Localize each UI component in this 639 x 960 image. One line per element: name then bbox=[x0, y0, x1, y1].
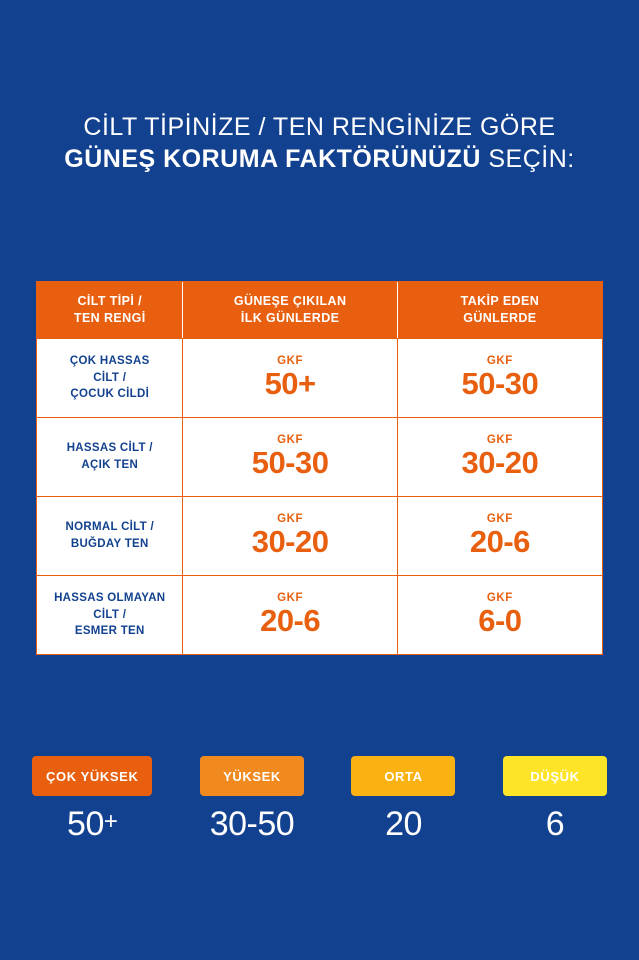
heading-line-2-rest: SEÇİN: bbox=[480, 145, 575, 174]
gkf-label: GKF bbox=[486, 592, 513, 605]
table-cell-skin-type bbox=[37, 339, 183, 417]
table-header-skin-type bbox=[37, 282, 183, 338]
table-cell-skin-type bbox=[37, 576, 183, 654]
protection-level-legend bbox=[32, 756, 607, 841]
gkf-label: GKF bbox=[486, 355, 513, 368]
table-cell-following-days bbox=[398, 418, 602, 496]
legend-chip-very-high: ÇOK YÜKSEK bbox=[32, 756, 152, 796]
table-cell-first-days bbox=[183, 497, 397, 575]
legend-value-high bbox=[210, 807, 294, 841]
table-row bbox=[37, 417, 602, 496]
gkf-value: 30-20 bbox=[251, 524, 329, 560]
legend-value-low bbox=[546, 807, 564, 841]
table-header-first-days bbox=[183, 282, 397, 338]
legend-chip-low: DÜŞÜK bbox=[503, 756, 607, 796]
legend-item-high bbox=[200, 756, 304, 841]
skin-type-line: AÇIK TEN bbox=[81, 459, 139, 471]
gkf-label: GKF bbox=[277, 592, 304, 605]
gkf-label: GKF bbox=[277, 434, 304, 447]
gkf-value: 50-30 bbox=[461, 366, 539, 402]
legend-value-number: 20 bbox=[385, 805, 422, 843]
legend-value-medium bbox=[385, 807, 422, 841]
legend-value-number: 6 bbox=[545, 805, 565, 843]
legend-value-number: 30-50 bbox=[209, 805, 295, 843]
gkf-label: GKF bbox=[277, 355, 304, 368]
skin-type-line: NORMAL CİLT / bbox=[65, 521, 154, 534]
page-heading bbox=[0, 0, 639, 177]
legend-chip-medium: ORTA bbox=[351, 756, 455, 796]
spf-table bbox=[36, 281, 603, 655]
legend-item-very-high bbox=[32, 756, 152, 841]
skin-type-line: ÇOCUK CİLDİ bbox=[70, 388, 150, 401]
legend-item-low bbox=[503, 756, 607, 841]
table-cell-following-days bbox=[398, 339, 602, 417]
gkf-value: 50-30 bbox=[251, 445, 329, 481]
gkf-label: GKF bbox=[486, 434, 513, 447]
skin-type-line: HASSAS CİLT / bbox=[66, 442, 153, 455]
skin-type-line: BUĞDAY TEN bbox=[70, 538, 149, 550]
table-header-skin-type-line2: TEN RENGİ bbox=[73, 311, 146, 325]
legend-value-number: 50 bbox=[67, 805, 104, 843]
table-row bbox=[37, 496, 602, 575]
skin-type-line: ÇOK HASSAS bbox=[69, 354, 150, 367]
heading-line-1: CİLT TİPİNİZE / TEN RENGİNİZE GÖRE bbox=[83, 113, 556, 141]
gkf-label: GKF bbox=[486, 513, 513, 526]
table-cell-first-days bbox=[183, 576, 397, 654]
table-cell-skin-type bbox=[37, 418, 183, 496]
heading-line-2-bold: GÜNEŞ KORUMA FAKTÖRÜNÜZÜ bbox=[64, 145, 481, 174]
gkf-label: GKF bbox=[277, 513, 304, 526]
gkf-value: 30-20 bbox=[461, 445, 539, 481]
table-row bbox=[37, 575, 602, 654]
table-header-first-days-line2: İLK GÜNLERDE bbox=[240, 311, 340, 325]
table-cell-skin-type bbox=[37, 497, 183, 575]
table-cell-first-days bbox=[183, 418, 397, 496]
legend-value-very-high bbox=[67, 807, 117, 841]
skin-type-line: HASSAS OLMAYAN bbox=[54, 591, 166, 604]
gkf-value: 20-6 bbox=[469, 524, 530, 560]
gkf-value: 50+ bbox=[264, 366, 316, 402]
table-header-following-days-line1: TAKİP EDEN bbox=[460, 294, 540, 309]
table-header-row bbox=[37, 282, 602, 338]
table-row bbox=[37, 338, 602, 417]
table-header-first-days-line1: GÜNEŞE ÇIKILAN bbox=[233, 294, 347, 309]
gkf-value: 6-0 bbox=[478, 603, 522, 639]
skin-type-line: CİLT / bbox=[93, 371, 127, 384]
legend-chip-high: YÜKSEK bbox=[200, 756, 304, 796]
table-cell-following-days bbox=[398, 497, 602, 575]
heading-line-2 bbox=[0, 143, 639, 177]
table-cell-following-days bbox=[398, 576, 602, 654]
table-cell-first-days bbox=[183, 339, 397, 417]
legend-item-medium bbox=[351, 756, 455, 841]
table-header-following-days bbox=[398, 282, 602, 338]
legend-value-plus: + bbox=[103, 808, 118, 835]
skin-type-line: ESMER TEN bbox=[74, 625, 145, 638]
table-header-skin-type-line1: CİLT TİPİ / bbox=[77, 294, 143, 309]
table-header-following-days-line2: GÜNLERDE bbox=[463, 311, 537, 325]
skin-type-line: CİLT / bbox=[93, 608, 127, 621]
gkf-value: 20-6 bbox=[260, 603, 321, 639]
